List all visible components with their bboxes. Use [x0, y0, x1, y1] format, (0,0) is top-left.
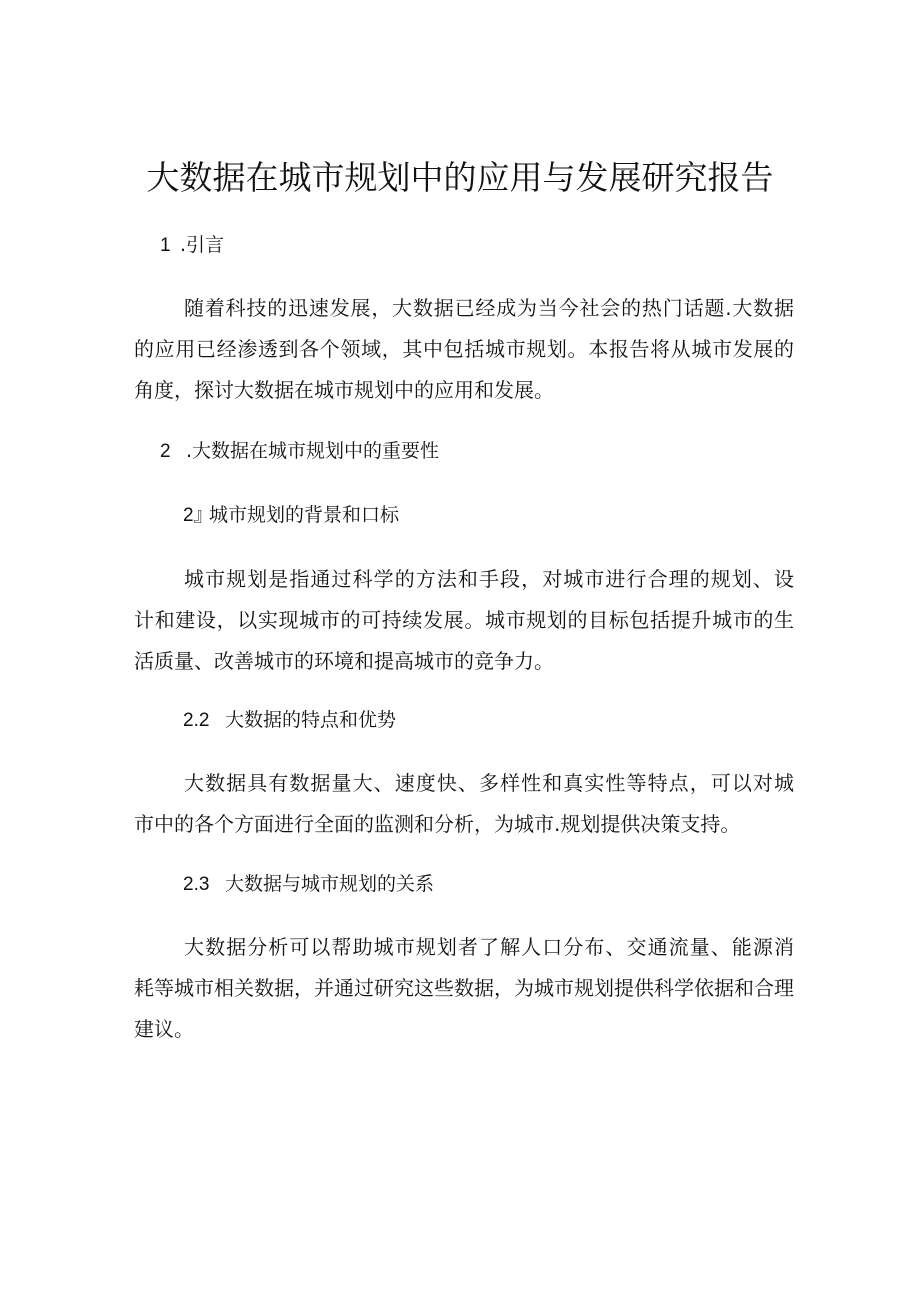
section-heading-text: 城市规划的背景和口标 — [209, 504, 400, 526]
section-heading-2-2 — [183, 705, 396, 736]
section-heading-1 — [160, 230, 224, 261]
section-number: 1 — [160, 235, 171, 256]
section-heading-text: 大数据与城市规划的关系 — [225, 873, 435, 895]
paragraph-line: 角度，探讨大数据在城市规划中的应用和发展。 — [134, 378, 554, 402]
section-heading-2-1 — [183, 500, 399, 531]
section-heading-text: .大数据在城市规划中的重要性 — [186, 440, 440, 462]
paragraph-2-3 — [134, 927, 794, 1050]
section-heading-2-3 — [183, 869, 434, 900]
section-number: 2.3 — [183, 874, 210, 895]
document-title: 大数据在城市规划中的应用与发展研究报告 — [146, 158, 774, 197]
paragraph-line: 活质量、改善城市的环境和提高城市的竞争力。 — [134, 649, 554, 673]
paragraph-line: 市中的各个方面进行全面的监测和分析，为城市.规划提供决策支持。 — [134, 812, 741, 836]
paragraph-line: 大数据分析可以帮助城市规划者了解人口分布、交通流量、能源消 — [184, 935, 794, 959]
section-heading-2 — [160, 436, 439, 467]
paragraph-line: 大数据具有数据量大、速度快、多样性和真实性等特点，可以对城 — [184, 771, 794, 795]
paragraph-line: 计和建设，以实现城市的可持续发展。城市规划的目标包括提升城市的生 — [134, 608, 794, 632]
section-number: 2.2 — [183, 710, 210, 731]
paragraph-line: 的应用已经渗透到各个领域，其中包括城市规划。本报告将从城市发展的 — [134, 337, 794, 361]
paragraph-line: 城市规划是指通过科学的方法和手段，对城市进行合理的规划、设 — [184, 567, 794, 591]
section-number: 2 — [160, 441, 171, 462]
paragraph-intro — [134, 288, 794, 411]
paragraph-line: 建议。 — [134, 1017, 194, 1041]
paragraph-2-2 — [134, 763, 794, 845]
section-number: 2』 — [183, 505, 213, 526]
section-heading-text: 大数据的特点和优势 — [225, 709, 397, 731]
paragraph-line: 耗等城市相关数据，并通过研究这些数据，为城市规划提供科学依据和合理 — [134, 976, 794, 1000]
paragraph-2-1 — [134, 559, 794, 682]
section-heading-text: .引言 — [180, 234, 225, 256]
paragraph-line: 随着科技的迅速发展，大数据已经成为当今社会的热门话题.大数据 — [184, 296, 794, 320]
